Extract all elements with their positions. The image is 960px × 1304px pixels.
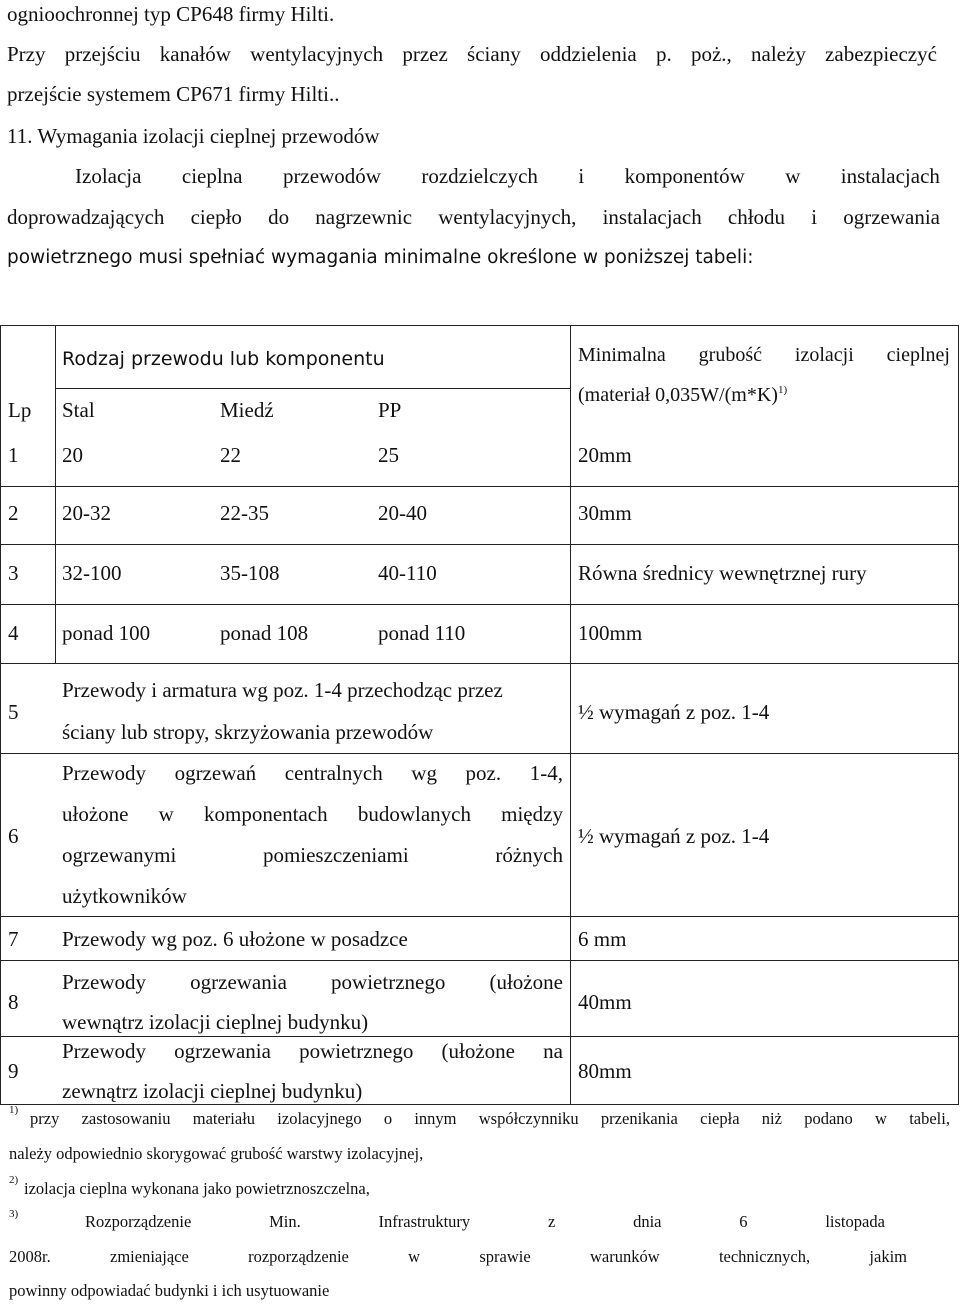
footnote-ref: 1) <box>777 384 788 396</box>
word: różnych <box>495 843 563 867</box>
word: grubość <box>698 344 762 366</box>
word: w <box>875 1109 887 1128</box>
word: Przy <box>7 42 46 66</box>
table-rule <box>958 325 959 1105</box>
row-9-desc-line-1 <box>62 1041 563 1062</box>
word: doprowadzających <box>7 205 165 229</box>
row-6-desc-line-4: użytkowników <box>62 884 187 908</box>
table-rule <box>0 325 1 1105</box>
word: i <box>811 205 818 229</box>
row-2-min: 30mm <box>578 501 632 525</box>
word: ciepło <box>190 205 242 229</box>
row-1-pp: 25 <box>378 443 399 467</box>
section-heading: 11. Wymagania izolacji cieplnej przewodów <box>7 124 380 148</box>
paragraph-line-1 <box>75 166 940 187</box>
row-7-lp: 7 <box>8 927 19 951</box>
word: Przewody <box>62 761 146 785</box>
word: innym <box>414 1109 457 1128</box>
word: zabezpieczyć <box>825 42 937 66</box>
row-6-desc-line-1 <box>62 763 563 784</box>
header-type-title: Rodzaj przewodu lub komponentu <box>62 348 385 370</box>
row-5-min: ½ wymagań z poz. 1-4 <box>578 700 770 724</box>
row-2-lp: 2 <box>8 501 19 525</box>
header-lp: Lp <box>8 398 32 422</box>
row-4-miedz: ponad 108 <box>220 621 309 645</box>
table-rule <box>0 753 959 754</box>
header-miedz: Miedź <box>220 398 274 422</box>
word: rozporządzenie <box>248 1247 349 1266</box>
footnote-3-line-1 <box>85 1214 885 1231</box>
header-min-sub-text: (materiał 0,035W/(m*K) <box>578 384 778 406</box>
word: z <box>547 1212 556 1231</box>
row-8-min: 40mm <box>578 990 632 1014</box>
footnote-1-mark: 1) <box>9 1104 19 1116</box>
table-rule <box>0 486 959 487</box>
word: przy <box>30 1109 60 1128</box>
row-5-desc-line-2: ściany lub stropy, skrzyżowania przewodów <box>62 720 434 744</box>
row-2-miedz: 22-35 <box>220 501 269 525</box>
word: p. <box>655 42 672 66</box>
header-pp: PP <box>378 398 402 422</box>
word: 2008r. <box>9 1247 51 1266</box>
table-rule <box>0 544 959 545</box>
table-rule <box>55 388 570 389</box>
word: powietrznego <box>331 970 446 994</box>
row-6-desc-line-3 <box>62 845 563 866</box>
row-8-lp: 8 <box>8 990 19 1014</box>
word: instalacjach <box>840 164 940 188</box>
row-5-lp: 5 <box>8 700 19 724</box>
row-9-lp: 9 <box>8 1059 19 1083</box>
word: ogrzewań <box>174 761 257 785</box>
word: pomieszczeniami <box>262 843 409 867</box>
word: kanałów <box>159 42 231 66</box>
word: 6 <box>739 1212 748 1231</box>
word: Minimalna <box>578 344 666 366</box>
word: oddzielenia <box>539 42 637 66</box>
header-stal: Stal <box>62 398 95 422</box>
word: na <box>543 1039 563 1063</box>
row-3-min: Równa średnicy wewnętrznej rury <box>578 561 867 585</box>
word: przez <box>402 42 448 66</box>
word: ogrzewanymi <box>62 843 177 867</box>
word: zmieniające <box>110 1247 189 1266</box>
row-6-lp: 6 <box>8 824 19 848</box>
word: (ułożone <box>441 1039 516 1063</box>
row-2-pp: 20-40 <box>378 501 427 525</box>
word: 1-4, <box>529 761 563 785</box>
word: dnia <box>633 1212 662 1231</box>
word: Izolacja <box>75 164 142 188</box>
word: wg <box>411 761 437 785</box>
paragraph-line-2 <box>7 207 940 228</box>
row-8-desc-line-2: wewnątrz izolacji cieplnej budynku) <box>62 1010 369 1034</box>
table-rule <box>0 604 959 605</box>
word: budowlanych <box>357 802 471 826</box>
row-4-pp: ponad 110 <box>378 621 466 645</box>
word: Przewody <box>62 970 146 994</box>
row-3-pp: 40-110 <box>378 561 437 585</box>
row-1-lp: 1 <box>8 443 19 467</box>
table-rule <box>0 960 959 961</box>
word: Infrastruktury <box>378 1212 471 1231</box>
footnote-1-line-1 <box>30 1111 950 1128</box>
word: komponentach <box>204 802 328 826</box>
word: między <box>501 802 563 826</box>
row-3-stal: 32-100 <box>62 561 122 585</box>
word: materiału <box>192 1109 256 1128</box>
row-7-desc: Przewody wg poz. 6 ułożone w posadzce <box>62 927 408 951</box>
row-3-lp: 3 <box>8 561 19 585</box>
word: współczynniku <box>478 1109 579 1128</box>
word: (ułożone <box>489 970 563 994</box>
word: ułożone <box>62 802 129 826</box>
row-6-min: ½ wymagań z poz. 1-4 <box>578 824 770 848</box>
word: jakim <box>869 1247 907 1266</box>
word: w <box>408 1247 421 1266</box>
word: poz. <box>465 761 502 785</box>
word: o <box>383 1109 393 1128</box>
word: technicznych, <box>718 1247 811 1266</box>
table-rule <box>0 325 959 326</box>
row-5-desc-line-1: Przewody i armatura wg poz. 1-4 przechodząc przez <box>62 678 503 702</box>
table-rule <box>0 1036 959 1037</box>
table-rule <box>570 325 571 1105</box>
word: zastosowaniu <box>81 1109 171 1128</box>
word: izolacyjnego <box>277 1109 362 1128</box>
word: ciepła <box>700 1109 740 1128</box>
row-6-desc-line-2 <box>62 804 563 825</box>
row-8-desc-line-1 <box>62 972 563 993</box>
insulation-requirements-table <box>0 325 959 1105</box>
row-9-desc-line-2: zewnątrz izolacji cieplnej budynku) <box>62 1079 363 1103</box>
row-4-stal: ponad 100 <box>62 621 151 645</box>
row-9-min: 80mm <box>578 1059 632 1083</box>
word: izolacji <box>794 344 854 366</box>
footnote-1-line-2: należy odpowiednio skorygować grubość warstwy izolacyjnej, <box>9 1144 424 1163</box>
word: niż <box>761 1109 782 1128</box>
row-1-min: 20mm <box>578 443 632 467</box>
footnote-3-line-2 <box>9 1249 907 1266</box>
footnote-2-text: izolacja cieplna wykonana jako powietrznoszczelna, <box>24 1179 370 1198</box>
word: ogrzewania <box>174 1039 271 1063</box>
table-rule <box>55 325 56 664</box>
word: podano <box>804 1109 853 1128</box>
word: powietrznego <box>299 1039 414 1063</box>
paragraph-line-3: powietrznego musi spełniać wymagania minimalne określone w poniższej tabeli: <box>7 247 754 268</box>
word: komponentów <box>624 164 745 188</box>
word: ogrzewania <box>843 205 940 229</box>
word: warunków <box>590 1247 660 1266</box>
row-3-miedz: 35-108 <box>220 561 280 585</box>
table-rule <box>0 663 959 664</box>
word: nagrzewnic <box>315 205 413 229</box>
row-1-stal: 20 <box>62 443 83 467</box>
table-rule <box>0 916 959 917</box>
word: rozdzielczych <box>421 164 538 188</box>
word: przewodów <box>282 164 381 188</box>
row-4-lp: 4 <box>8 621 19 645</box>
word: centralnych <box>284 761 383 785</box>
word: Przewody <box>62 1039 146 1063</box>
word: poż., <box>690 42 732 66</box>
footnote-2-mark: 2) <box>9 1174 19 1186</box>
intro-line-3: przejście systemem CP671 firmy Hilti.. <box>7 82 340 106</box>
intro-line-1: ognioochronnej typ CP648 firmy Hilti. <box>7 2 335 26</box>
intro-line-2 <box>7 44 937 65</box>
word: tabeli, <box>909 1109 950 1128</box>
row-2-stal: 20-32 <box>62 501 111 525</box>
word: sprawie <box>479 1247 531 1266</box>
word: wentylacyjnych, <box>438 205 577 229</box>
row-4-min: 100mm <box>578 621 643 645</box>
word: w <box>785 164 801 188</box>
word: chłodu <box>727 205 786 229</box>
row-7-min: 6 mm <box>578 927 627 951</box>
word: w <box>158 802 174 826</box>
word: cieplna <box>181 164 243 188</box>
header-min-sub <box>578 385 787 405</box>
word: i <box>578 164 585 188</box>
word: ściany <box>467 42 521 66</box>
header-min-title <box>578 345 950 365</box>
table-rule <box>0 1104 959 1105</box>
word: do <box>268 205 290 229</box>
word: instalacjach <box>602 205 702 229</box>
footnote-3-mark: 3) <box>9 1208 19 1220</box>
word: cieplnej <box>886 344 950 366</box>
word: przenikania <box>600 1109 678 1128</box>
word: ogrzewania <box>190 970 287 994</box>
word: należy <box>751 42 806 66</box>
word: Rozporządzenie <box>85 1212 192 1231</box>
word: wentylacyjnych <box>250 42 384 66</box>
word: listopada <box>825 1212 885 1231</box>
word: Min. <box>269 1212 301 1231</box>
row-1-miedz: 22 <box>220 443 241 467</box>
word: przejściu <box>64 42 141 66</box>
footnote-3-line-3: powinny odpowiadać budynki i ich usytuowanie <box>9 1281 330 1300</box>
